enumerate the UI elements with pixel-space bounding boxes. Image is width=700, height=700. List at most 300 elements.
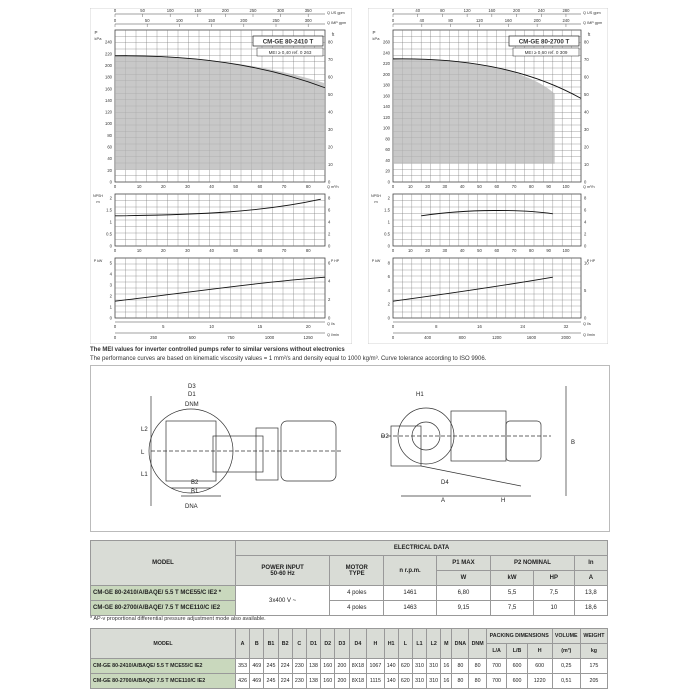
tick-label: 40: [107, 156, 112, 162]
col-a: A: [236, 629, 250, 659]
tick-label: 240: [562, 18, 570, 23]
tick-label: 2: [328, 297, 331, 303]
axis-unit-label: Q m³/h: [327, 185, 339, 189]
value-cell: 140: [384, 659, 398, 674]
tick-label: 300: [277, 8, 285, 13]
col-in-unit: A: [574, 571, 607, 586]
col-p2-kw: kW: [491, 571, 534, 586]
col-p1: P1 MAX: [436, 556, 490, 571]
tick-label: 60: [584, 74, 589, 80]
col-l2: L2: [427, 629, 441, 659]
value-cell: 469: [250, 659, 264, 674]
tick-label: 100: [105, 121, 112, 127]
tick-label: 0: [387, 315, 390, 321]
tick-label: 16: [477, 324, 482, 329]
tick-label: 60: [385, 147, 390, 153]
tick-label: 1600: [526, 335, 537, 340]
tick-label: 0.5: [384, 231, 390, 237]
axis-unit-label: Q l/s: [327, 322, 335, 326]
col-m: M: [441, 629, 452, 659]
col-weight-unit: kg: [580, 644, 607, 659]
tick-label: 1: [109, 219, 112, 225]
tick-label: 240: [105, 39, 112, 45]
tick-label: 1250: [303, 335, 313, 340]
tick-label: 3: [109, 282, 112, 288]
value-cell: 310: [412, 674, 426, 689]
curve-note: The performance curves are based on kinematic viscosity values = 1 mm²/s and density equal to 1000 kg/m³. Curve tolerance according to ISO 9906.: [90, 356, 487, 362]
axis-title: P: [372, 30, 376, 35]
tick-label: 80: [584, 39, 589, 45]
chart-title: CM-GE 80-2410 T: [262, 38, 314, 46]
value-cell: 600: [507, 659, 527, 674]
col-d1: D1: [306, 629, 320, 659]
axis-unit-label: Q l/min: [583, 333, 596, 337]
tick-label: 10: [407, 248, 413, 253]
tick-label: 32: [563, 324, 569, 329]
tick-label: 250: [272, 18, 280, 23]
tick-label: 220: [383, 61, 390, 67]
tick-label: 40: [459, 184, 465, 189]
value-cell: 160: [321, 674, 335, 689]
tick-label: 40: [385, 157, 390, 163]
tick-label: 180: [105, 74, 112, 80]
tick-label: 80: [448, 18, 453, 23]
tick-label: 0: [328, 243, 331, 249]
tick-label: 0: [109, 243, 112, 249]
tick-label: 120: [463, 8, 471, 13]
axis-title: kPa: [372, 36, 380, 41]
axis-title: P kW: [371, 259, 381, 263]
col-d3: D3: [335, 629, 349, 659]
value-cell: 230: [292, 674, 306, 689]
tick-label: 24: [520, 324, 526, 329]
axis-title: kPa: [94, 36, 102, 41]
tick-label: 10: [209, 324, 214, 329]
mei-label: MEI ≥ 0,60 ref. 0 309: [524, 50, 568, 55]
tick-label: 120: [105, 109, 112, 115]
value-cell: 620: [398, 674, 412, 689]
tick-label: 20: [425, 184, 430, 189]
col-p2-hp: HP: [533, 571, 574, 586]
axis-title: P HP: [330, 259, 340, 263]
label-h1: H1: [416, 392, 424, 398]
tick-label: 0: [113, 18, 117, 23]
tick-label: 200: [383, 71, 390, 77]
value-cell: 80: [452, 659, 469, 674]
performance-chart-2700: [368, 8, 608, 344]
tick-label: 10: [407, 184, 413, 189]
value-cell: 0,51: [552, 674, 580, 689]
col-d4: D4: [349, 629, 367, 659]
label-l: L: [141, 450, 145, 456]
tick-label: 2: [387, 195, 390, 201]
tick-label: 6: [328, 260, 331, 266]
value-cell: 0,25: [552, 659, 580, 674]
label-dnm: DNM: [185, 402, 199, 408]
tick-label: 20: [107, 167, 112, 173]
value-cell: 8X18: [349, 674, 367, 689]
tick-label: 4: [328, 219, 331, 225]
tick-label: 70: [281, 248, 287, 253]
value-cell: 620: [398, 659, 412, 674]
tick-label: 4: [109, 271, 112, 277]
axis-title: NPSH: [371, 194, 381, 198]
tick-label: 50: [328, 92, 333, 98]
value-cell: 224: [278, 674, 292, 689]
tick-label: 0: [113, 324, 117, 329]
value-cell: 600: [527, 659, 552, 674]
voltage-cell: 3x400 V ~: [236, 586, 330, 616]
tick-label: 30: [328, 127, 333, 133]
col-d2: D2: [321, 629, 335, 659]
label-h: H: [501, 498, 506, 504]
tick-label: 60: [494, 248, 500, 253]
tick-label: 160: [105, 86, 112, 92]
tick-label: 8: [435, 324, 438, 329]
tick-label: 350: [304, 8, 312, 13]
tick-label: 0: [391, 248, 395, 253]
tick-label: 150: [208, 18, 216, 23]
tick-label: 0: [391, 324, 395, 329]
tick-label: 1200: [492, 335, 502, 340]
col-model: MODEL: [91, 541, 236, 586]
tick-label: 160: [504, 18, 512, 23]
col-b: B: [250, 629, 264, 659]
chart-panel-2700: [368, 8, 608, 344]
value-cell: 469: [250, 674, 264, 689]
tick-label: 30: [185, 184, 190, 189]
label-l2: L2: [141, 427, 148, 433]
value-cell: 8X18: [349, 659, 367, 674]
value-cell: 80: [469, 674, 487, 689]
tick-label: 80: [107, 132, 112, 138]
tick-label: 50: [144, 18, 150, 23]
col-b2: B2: [278, 629, 292, 659]
value-cell: 80: [452, 674, 469, 689]
tick-label: 0: [109, 315, 112, 321]
tick-label: 2: [584, 231, 587, 237]
tick-label: 150: [194, 8, 202, 13]
tick-label: 120: [383, 114, 390, 120]
tick-label: 300: [304, 18, 312, 23]
chart-title: CM-GE 80-2700 T: [518, 38, 570, 46]
value-cell: 80: [469, 659, 487, 674]
tick-label: 2000: [561, 335, 571, 340]
tick-label: 40: [209, 248, 214, 253]
value-cell: 138: [306, 674, 320, 689]
value-cell: 1067: [367, 659, 384, 674]
tick-label: 10: [584, 260, 589, 266]
mei-note: The MEI values for inverter controlled pumps refer to similar versions without electronics: [90, 347, 345, 353]
tick-label: 80: [305, 248, 311, 253]
tick-label: 100: [562, 248, 570, 253]
tick-label: 40: [419, 18, 425, 23]
tick-label: 0: [387, 179, 390, 185]
tick-label: 1: [109, 304, 112, 310]
value-cell: 1220: [527, 674, 552, 689]
tick-label: 90: [546, 184, 551, 189]
tick-label: 260: [383, 39, 390, 45]
col-dna: DNA: [452, 629, 469, 659]
axis-title: ft: [331, 32, 335, 37]
col-packing: PACKING DIMENSIONS: [486, 629, 552, 644]
table-row: [91, 659, 608, 674]
tick-label: 6: [328, 207, 331, 213]
tick-label: 80: [328, 39, 333, 45]
tick-label: 80: [305, 184, 311, 189]
col-power-input: POWER INPUT 50-60 Hz: [236, 556, 330, 586]
tick-label: 10: [584, 162, 589, 168]
tick-label: 20: [385, 168, 390, 174]
tick-label: 15: [257, 324, 263, 329]
tick-label: 70: [511, 248, 517, 253]
tick-label: 0: [113, 8, 117, 13]
value-cell: 353: [236, 659, 250, 674]
tick-label: 4: [584, 219, 587, 225]
tick-label: 10: [136, 184, 142, 189]
tick-label: 0: [328, 179, 331, 185]
col-packing-2: H: [527, 644, 552, 659]
tick-label: 50: [584, 92, 589, 98]
axis-unit-label: Q IMP gpm: [583, 21, 603, 25]
tick-label: 1: [387, 219, 390, 225]
tick-label: 140: [105, 97, 112, 103]
tick-label: 70: [584, 57, 589, 63]
tick-label: 2: [328, 231, 331, 237]
col-l1: L1: [412, 629, 426, 659]
value-cell: 230: [292, 659, 306, 674]
value-cell: 1115: [367, 674, 384, 689]
tick-label: 750: [227, 335, 235, 340]
label-d1: D1: [188, 392, 196, 398]
tick-label: 4: [328, 278, 331, 284]
tick-label: 0.5: [106, 231, 112, 237]
axis-title: P kW: [93, 259, 103, 263]
value-cell: 700: [486, 659, 506, 674]
tick-label: 80: [529, 184, 534, 189]
tick-label: 50: [233, 184, 239, 189]
col-p1-unit: W: [436, 571, 490, 586]
value-cell: 310: [427, 674, 441, 689]
tick-label: 60: [257, 184, 263, 189]
value-cell: 200: [335, 674, 349, 689]
value-cell: 426: [236, 674, 250, 689]
tick-label: 50: [477, 248, 482, 253]
axis-unit-label: Q l/s: [583, 322, 591, 326]
tick-label: 280: [562, 8, 570, 13]
tick-label: 120: [475, 18, 483, 23]
tick-label: 250: [150, 335, 158, 340]
tick-label: 40: [209, 184, 214, 189]
axis-title: NPSH: [93, 194, 103, 198]
electrical-data-table: [90, 540, 608, 616]
col-dnm: DNM: [469, 629, 487, 659]
tick-label: 10: [328, 162, 333, 168]
axis-title: P HP: [586, 259, 596, 263]
tick-label: 30: [584, 127, 589, 133]
tick-label: 240: [537, 8, 545, 13]
tick-label: 200: [105, 62, 112, 68]
tick-label: 5: [162, 324, 165, 329]
axis-unit-label: Q IMP gpm: [327, 21, 347, 25]
tick-label: 4: [387, 287, 390, 293]
tick-label: 0: [391, 184, 395, 189]
tick-label: 80: [385, 136, 390, 142]
tick-label: 200: [240, 18, 248, 23]
tick-label: 70: [281, 184, 287, 189]
value-cell: 16: [441, 659, 452, 674]
tick-label: 2: [387, 301, 390, 307]
col-volume-unit: (m³): [552, 644, 580, 659]
label-d3: D3: [188, 384, 196, 390]
col-h: H: [367, 629, 384, 659]
tick-label: 200: [533, 18, 541, 23]
tick-label: 5: [584, 287, 587, 293]
tick-label: 10: [136, 248, 142, 253]
table-row: CM-GE 80-2700/A/BAQE/ 7.5 T MCE110/C IE2 4 poles 1463 9,15 7,5 10 18,6: [91, 601, 608, 616]
tick-label: 60: [494, 184, 500, 189]
tick-label: 160: [383, 93, 390, 99]
tick-label: 2: [109, 293, 112, 299]
tick-label: 80: [529, 248, 534, 253]
value-cell: 224: [278, 659, 292, 674]
tick-label: 0: [584, 243, 587, 249]
axis-title: P: [94, 30, 98, 35]
chart-panel-2410: [90, 8, 352, 344]
tick-label: 40: [415, 8, 421, 13]
value-cell: 200: [335, 659, 349, 674]
label-d4: D4: [441, 480, 449, 486]
tick-label: 1.5: [384, 207, 390, 213]
tick-label: 50: [140, 8, 145, 13]
model-cell: CM-GE 80-2700/A/BAQE/ 7.5 T MCE110/C IE2: [91, 674, 236, 689]
tick-label: 70: [511, 184, 517, 189]
value-cell: 310: [412, 659, 426, 674]
electrical-data-header: ELECTRICAL DATA: [236, 541, 608, 556]
tick-label: 0: [584, 179, 587, 185]
tick-label: 100: [175, 18, 183, 23]
tick-label: 6: [387, 274, 390, 280]
label-l1: L1: [141, 472, 148, 478]
tick-label: 60: [257, 248, 263, 253]
dimension-drawing: [90, 365, 610, 532]
value-cell: 245: [264, 659, 278, 674]
tick-label: 30: [442, 184, 448, 189]
col-weight: WEIGHT: [580, 629, 607, 644]
value-cell: 175: [580, 659, 607, 674]
value-cell: 700: [486, 674, 506, 689]
value-cell: 140: [384, 674, 398, 689]
model-cell: CM-GE 80-2410/A/BAQE/ 5.5 T MCE55/C IE2: [91, 659, 236, 674]
col-c: C: [292, 629, 306, 659]
tick-label: 60: [328, 74, 333, 80]
tick-label: 70: [328, 57, 333, 63]
tick-label: 0: [584, 315, 587, 321]
tick-label: 30: [442, 248, 448, 253]
performance-chart-2410: [90, 8, 352, 344]
col-l: L: [398, 629, 412, 659]
col-packing-0: L/A: [486, 644, 506, 659]
axis-title: ft: [587, 32, 591, 37]
value-cell: 160: [321, 659, 335, 674]
tick-label: 0: [391, 335, 395, 340]
tick-label: 1000: [264, 335, 275, 340]
tick-label: 80: [440, 8, 445, 13]
tick-label: 0: [109, 179, 112, 185]
tick-label: 50: [233, 248, 239, 253]
tick-label: 5: [109, 260, 112, 266]
label-b1: B1: [191, 489, 199, 495]
col-model: MODEL: [91, 629, 236, 659]
label-a: A: [441, 498, 446, 504]
tick-label: 220: [105, 51, 112, 57]
tick-label: 0: [387, 243, 390, 249]
tick-label: 8: [387, 260, 390, 266]
value-cell: 138: [306, 659, 320, 674]
tick-label: 240: [383, 50, 390, 56]
value-cell: 310: [427, 659, 441, 674]
value-cell: 245: [264, 674, 278, 689]
tick-label: 20: [425, 248, 430, 253]
tick-label: 6: [584, 207, 587, 213]
tick-label: 60: [107, 144, 112, 150]
col-p2: P2 NOMINAL: [491, 556, 575, 571]
tick-label: 200: [221, 8, 229, 13]
tick-label: 30: [185, 248, 190, 253]
tick-label: 8: [328, 195, 331, 201]
tick-label: 0: [113, 335, 117, 340]
label-b2: B2: [191, 480, 199, 486]
axis-title: m: [96, 199, 100, 204]
axis-unit-label: Q US gpm: [327, 11, 345, 15]
tick-label: 40: [459, 248, 465, 253]
tick-label: 0: [113, 248, 117, 253]
axis-title: m: [374, 199, 378, 204]
tick-label: 0: [328, 315, 331, 321]
tick-label: 0: [113, 184, 117, 189]
col-motor: MOTOR TYPE: [330, 556, 384, 586]
col-b1: B1: [264, 629, 278, 659]
tick-label: 50: [477, 184, 482, 189]
tick-label: 40: [328, 109, 333, 115]
dimensions-table: [90, 628, 608, 689]
axis-unit-label: Q m³/h: [583, 185, 595, 189]
table-row: [91, 674, 608, 689]
label-d2: D2: [381, 434, 389, 440]
tick-label: 0: [391, 8, 395, 13]
table-row: CM-GE 80-2410/A/BAQE/ 5.5 T MCE55/C IE2 * 3x400 V ~ 4 poles 1461 6,80 5,5 7,5 13,8: [91, 586, 608, 601]
label-b: B: [571, 440, 576, 446]
col-rpm: n r.p.m.: [384, 556, 436, 586]
tick-label: 400: [424, 335, 432, 340]
col-volume: VOLUME: [552, 629, 580, 644]
tick-label: 8: [584, 195, 587, 201]
tick-label: 40: [584, 109, 589, 115]
tick-label: 100: [166, 8, 174, 13]
value-cell: 16: [441, 674, 452, 689]
tick-label: 90: [546, 248, 551, 253]
tick-label: 800: [458, 335, 466, 340]
tick-label: 20: [160, 184, 166, 189]
tick-label: 20: [328, 144, 333, 150]
axis-unit-label: Q US gpm: [583, 11, 601, 15]
ap-note: * AP-v proportional differential pressure adjustment mode also available.: [90, 616, 266, 622]
tick-label: 20: [584, 144, 589, 150]
tick-label: 250: [249, 8, 257, 13]
tick-label: 200: [513, 8, 521, 13]
col-packing-1: L/B: [507, 644, 527, 659]
mei-label: MEI ≥ 0,40 ref. 0 263: [268, 50, 312, 55]
